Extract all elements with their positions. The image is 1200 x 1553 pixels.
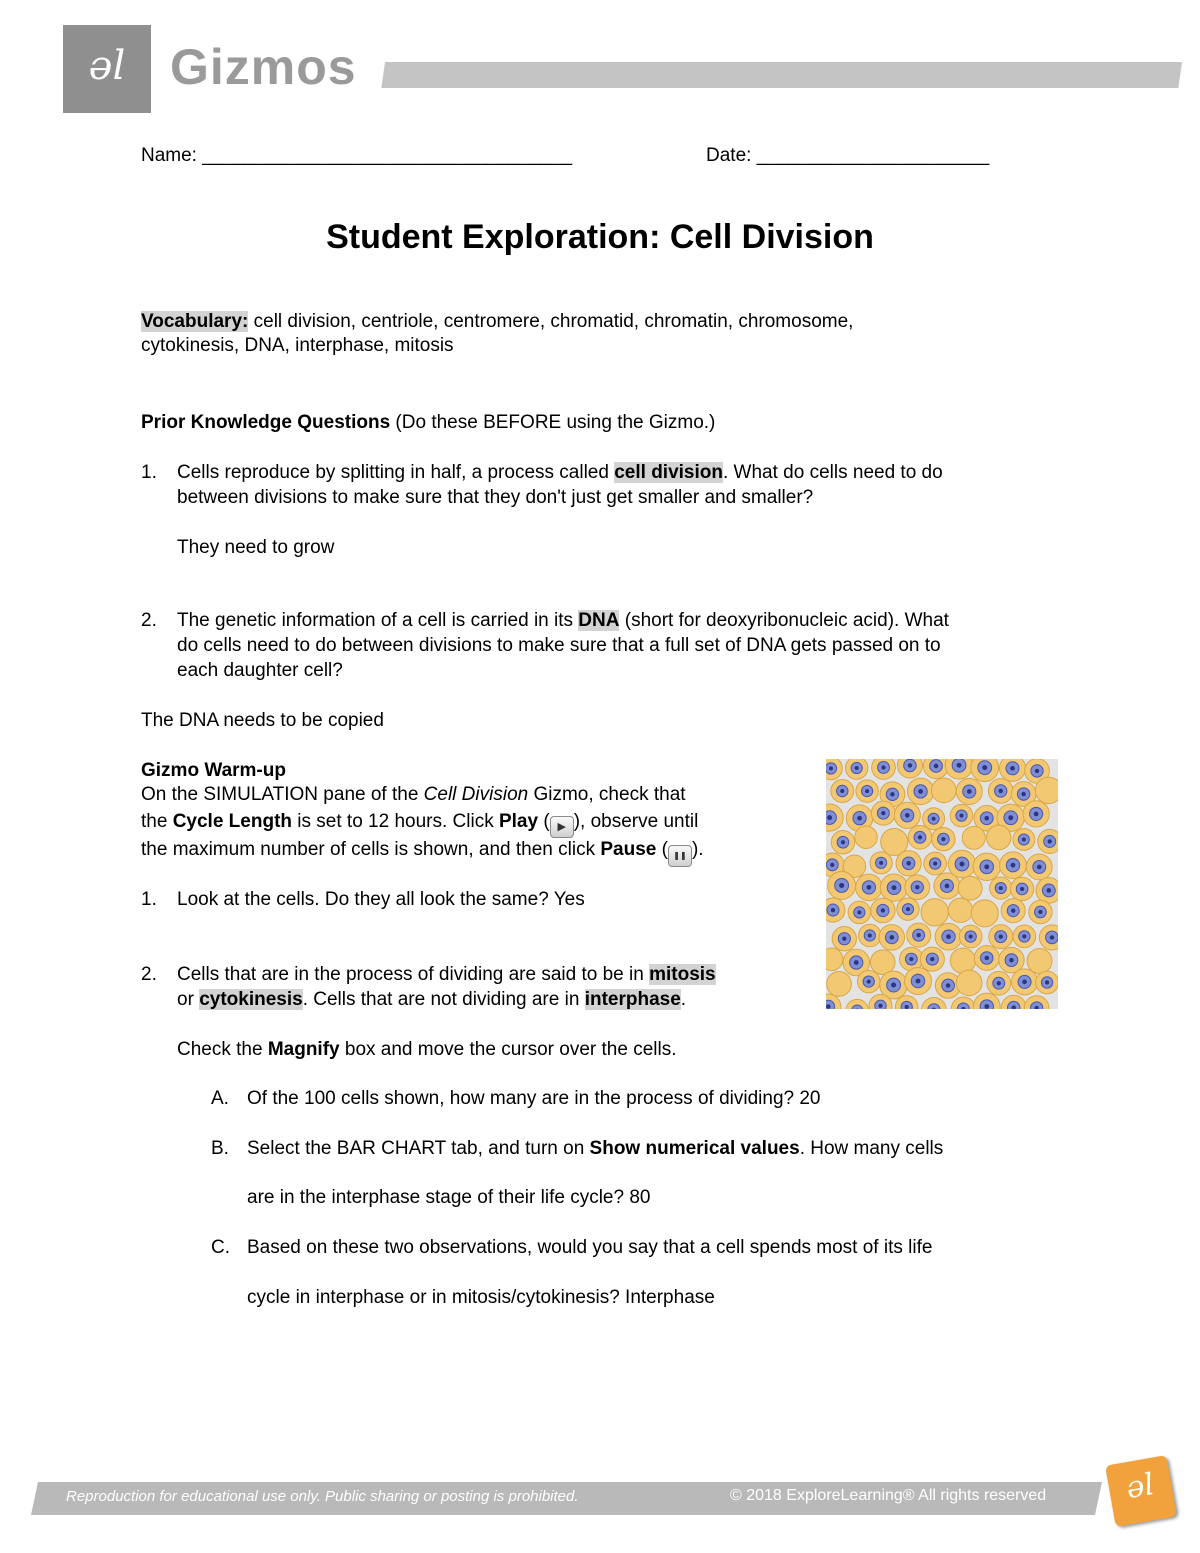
explorelearning-logo xyxy=(1105,1455,1177,1527)
term-dna: DNA xyxy=(578,610,620,631)
warmup-p1b: Gizmo, check that xyxy=(528,784,686,805)
cell xyxy=(848,901,871,924)
cell xyxy=(857,970,880,993)
warmup-q2-line-2 xyxy=(177,987,686,1012)
cell xyxy=(934,873,960,899)
prior-q2-text-a: The genetic information of a cell is carried in its xyxy=(177,610,579,631)
term-interphase: interphase xyxy=(584,989,681,1010)
cell xyxy=(879,925,905,951)
warmup-p2d: ), observe until xyxy=(573,811,699,832)
term-mitosis: mitosis xyxy=(649,964,716,985)
date-field-label: Date: ______________________ xyxy=(706,145,990,166)
prior-q2-number: 2. xyxy=(141,610,157,631)
cell xyxy=(945,759,973,779)
gizmos-logo xyxy=(63,25,151,113)
page-title: Student Exploration: Cell Division xyxy=(326,218,874,256)
prior-q2-line-2: do cells need to do between divisions to make sure that a full set of DNA gets passed on to xyxy=(177,635,941,656)
cells-svg xyxy=(826,759,1058,1009)
cell xyxy=(920,947,944,971)
prior-q2-line-1 xyxy=(177,608,949,633)
prior-q1-line-2: between divisions to make sure that they don't just get smaller and smaller? xyxy=(177,487,814,508)
cell xyxy=(832,927,856,951)
prior-q1-text-b: . What do cells need to do xyxy=(723,462,943,483)
sub-c-line-2: cycle in interphase or in mitosis/cytokinesis? Interphase xyxy=(247,1287,715,1308)
cell xyxy=(897,898,919,920)
sub-b-line-2: are in the interphase stage of their life cycle? 80 xyxy=(247,1187,651,1208)
cell xyxy=(1036,971,1058,994)
play-icon: ▶ xyxy=(550,816,574,838)
warmup-p3b: ( xyxy=(656,839,668,860)
cell xyxy=(871,801,895,825)
warmup-q2-line2-c: . xyxy=(680,989,687,1010)
cell xyxy=(870,950,895,975)
cell xyxy=(987,825,1011,849)
cell xyxy=(956,970,982,996)
cell xyxy=(973,993,1000,1009)
vocabulary-line-2: cytokinesis, DNA, interphase, mitosis xyxy=(141,335,454,356)
cell xyxy=(1024,996,1049,1009)
cell xyxy=(872,759,896,779)
warmup-q2-line2-a: or xyxy=(177,989,200,1010)
cell xyxy=(828,872,856,900)
warmup-q2-number: 2. xyxy=(141,964,157,985)
cell xyxy=(831,831,854,854)
warmup-q1-text: Look at the cells. Do they all look the same? Yes xyxy=(177,889,585,910)
cell xyxy=(971,900,998,927)
cell xyxy=(826,898,845,922)
term-cytokinesis: cytokinesis xyxy=(199,989,303,1010)
cell xyxy=(1001,995,1026,1009)
brand-name: Gizmos xyxy=(170,39,357,95)
cell xyxy=(956,778,982,804)
cell xyxy=(1027,948,1052,973)
cell xyxy=(904,967,931,994)
play-term: Play xyxy=(498,811,539,832)
show-numerical-values-term: Show numerical values xyxy=(589,1138,800,1159)
cell xyxy=(950,804,973,827)
vocabulary-label: Vocabulary: xyxy=(141,311,249,332)
prior-q1-answer: They need to grow xyxy=(177,537,335,558)
cell xyxy=(931,778,956,803)
prior-q2-answer: The DNA needs to be copied xyxy=(141,710,384,731)
warmup-q2-line2-b: . Cells that are not dividing are in xyxy=(302,989,585,1010)
prior-q1-text-a: Cells reproduce by splitting in half, a process called xyxy=(177,462,615,483)
warmup-q2-text-a: Cells that are in the process of dividing are said to be in xyxy=(177,964,650,985)
warmup-q2-line-1 xyxy=(177,962,716,987)
cell xyxy=(880,874,907,901)
prior-q1-line-1 xyxy=(177,460,943,485)
cell xyxy=(1038,829,1058,853)
footer-notice: Reproduction for educational use only. Public sharing or posting is prohibited. xyxy=(66,1488,579,1505)
warmup-check-line xyxy=(177,1037,677,1062)
cell xyxy=(1023,801,1049,827)
vocabulary-terms-1: cell division, centriole, centromere, chromatid, chromatin, chromosome, xyxy=(248,311,854,332)
cell xyxy=(1029,900,1052,923)
sub-b-line-1 xyxy=(247,1136,943,1161)
cell xyxy=(856,780,878,802)
cell xyxy=(921,899,948,926)
sub-a-text: Of the 100 cells shown, how many are in the process of dividing? 20 xyxy=(247,1088,821,1109)
cell xyxy=(859,924,882,947)
cell xyxy=(907,778,934,805)
warmup-p1a: On the SIMULATION pane of the xyxy=(141,784,424,805)
cell xyxy=(988,779,1013,804)
cell xyxy=(1001,899,1025,923)
warmup-line-1 xyxy=(141,782,686,807)
cell xyxy=(990,877,1012,899)
cell xyxy=(855,826,877,848)
sub-a-letter: A. xyxy=(211,1088,229,1109)
prior-q2-text-b: (short for deoxyribonucleic acid). What xyxy=(619,610,949,631)
cell xyxy=(1039,925,1058,950)
cells-simulation-image xyxy=(826,759,1058,1009)
cell xyxy=(921,998,946,1009)
pause-term: Pause xyxy=(600,839,657,860)
sub-b-text-b: . How many cells xyxy=(799,1138,944,1159)
cell xyxy=(894,802,920,828)
cell xyxy=(1010,877,1033,900)
cell xyxy=(932,827,955,850)
pause-icon: ❚❚ xyxy=(668,845,692,867)
sub-c-letter: C. xyxy=(211,1237,230,1258)
footer-logo-mark: ǝl xyxy=(1123,1466,1157,1507)
cell xyxy=(987,971,1011,995)
warmup-p2b: is set to 12 hours. Click xyxy=(292,811,499,832)
footer-copyright: © 2018 ExploreLearning® All rights reserved xyxy=(730,1487,1047,1504)
cell xyxy=(845,759,867,779)
cell xyxy=(1012,969,1038,995)
warmup-p2c: ( xyxy=(538,811,550,832)
cell xyxy=(1026,854,1052,880)
gizmo-name: Cell Division xyxy=(423,784,529,805)
cell xyxy=(951,997,975,1009)
cell xyxy=(1000,852,1027,879)
cell xyxy=(826,804,843,831)
vocabulary-line-1 xyxy=(141,309,853,334)
warmup-p3c: ). xyxy=(691,839,704,860)
cell xyxy=(1035,777,1058,803)
warmup-q1-number: 1. xyxy=(141,889,157,910)
prior-heading-note: (Do these BEFORE using the Gizmo.) xyxy=(390,412,716,433)
cell xyxy=(971,759,999,782)
cell xyxy=(826,759,842,780)
cell xyxy=(974,945,999,970)
cell xyxy=(999,759,1025,781)
cell xyxy=(973,853,1000,880)
prior-knowledge-heading xyxy=(141,410,715,435)
cell xyxy=(923,808,945,830)
cell xyxy=(948,898,972,922)
cell xyxy=(935,923,962,950)
prior-q2-line-3: each daughter cell? xyxy=(177,660,343,681)
logo-mark: ǝl xyxy=(88,43,126,89)
check-a: Check the xyxy=(177,1039,268,1060)
cell xyxy=(1013,925,1036,948)
warmup-p2a: the xyxy=(141,811,173,832)
magnify-term: Magnify xyxy=(267,1039,340,1060)
cell xyxy=(826,948,843,971)
warmup-line-2 xyxy=(141,809,698,838)
cell xyxy=(897,759,922,778)
cell xyxy=(896,851,921,876)
cell xyxy=(962,826,985,849)
cell xyxy=(831,780,854,803)
check-b: box and move the cursor over the cells. xyxy=(339,1039,677,1060)
prior-q1-number: 1. xyxy=(141,462,157,483)
sub-b-text-a: Select the BAR CHART tab, and turn on xyxy=(247,1138,590,1159)
cell xyxy=(905,875,930,900)
sub-c-line-1: Based on these two observations, would you say that a cell spends most of its life xyxy=(247,1237,933,1258)
cell xyxy=(1036,878,1058,904)
sub-b-letter: B. xyxy=(211,1138,229,1159)
cell xyxy=(959,925,982,948)
warmup-p3a: the maximum number of cells is shown, and then click xyxy=(141,839,601,860)
cell xyxy=(950,948,975,973)
term-cell-division: cell division xyxy=(614,462,723,483)
cell xyxy=(1013,828,1035,850)
cell xyxy=(908,825,932,849)
prior-heading-bold: Prior Knowledge Questions xyxy=(141,412,391,433)
header-bar xyxy=(381,62,1182,88)
cell xyxy=(924,852,947,875)
name-field-label: Name: ___________________________________ xyxy=(141,145,573,166)
cycle-length-term: Cycle Length xyxy=(172,811,293,832)
cell xyxy=(989,925,1013,949)
cell xyxy=(856,874,883,901)
cell xyxy=(870,852,892,874)
cell xyxy=(958,876,982,900)
warmup-line-3 xyxy=(141,837,704,867)
cell xyxy=(907,923,931,947)
cell xyxy=(923,759,948,779)
cell xyxy=(827,972,852,997)
cell xyxy=(871,898,895,922)
cell xyxy=(846,999,869,1009)
warmup-heading: Gizmo Warm-up xyxy=(141,760,286,781)
